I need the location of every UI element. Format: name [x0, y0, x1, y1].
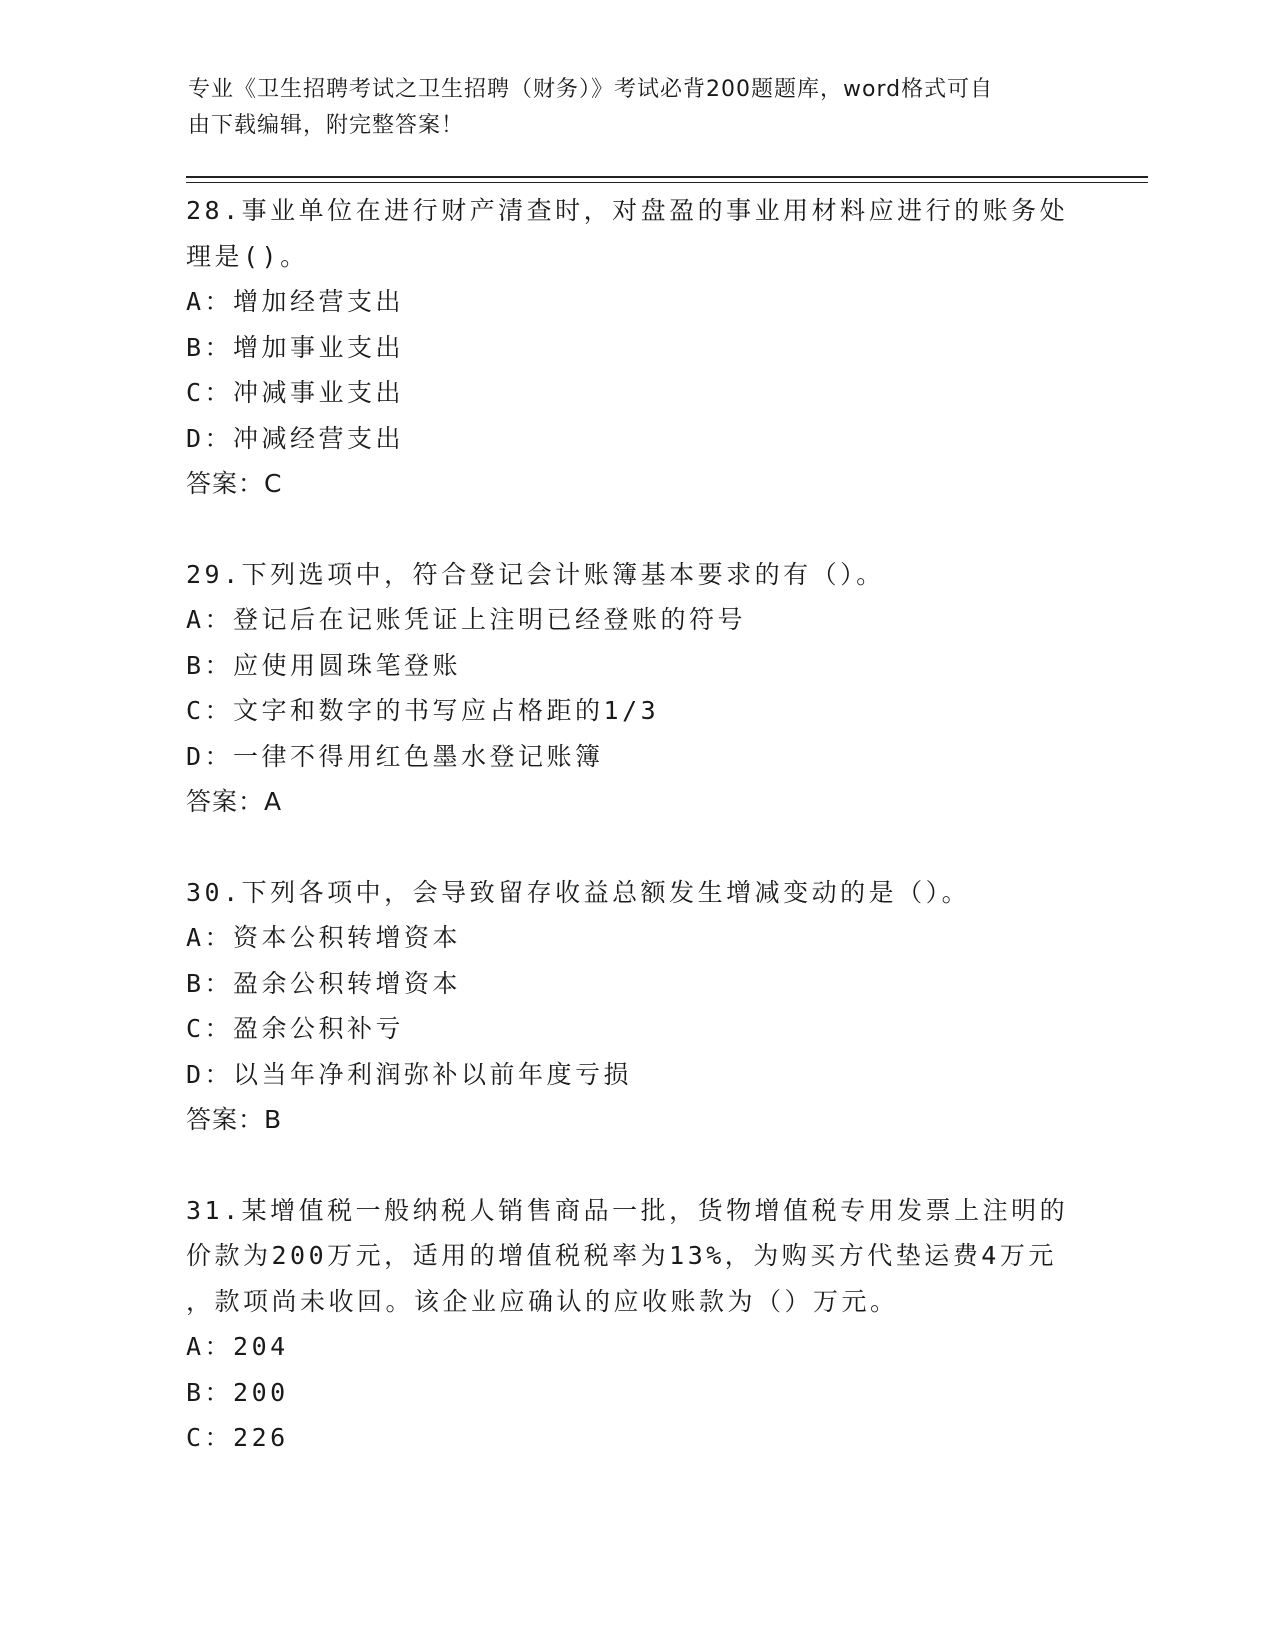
header-divider-thick	[186, 176, 1148, 178]
header-line-2: 由下载编辑，附完整答案！	[188, 113, 465, 138]
option-b: B：盈余公积转增资本	[186, 968, 462, 998]
question-stem-line: 28.事业单位在进行财产清查时，对盘盈的事业用材料应进行的账务处	[186, 196, 1069, 225]
question-29	[186, 552, 1086, 825]
option-c: C：文字和数字的书写应占格距的1/3	[186, 696, 660, 725]
question-stem-line: 31.某增值税一般纳税人销售商品一批，货物增值税专用发票上注明的	[186, 1195, 1069, 1225]
header-divider-thin	[186, 182, 1148, 183]
option-d: D：以当年净利润弥补以前年度亏损	[186, 1059, 633, 1089]
option-b: B：增加事业支出	[186, 332, 405, 362]
question-28	[186, 188, 1086, 507]
question-stem-line: 30.下列各项中，会导致留存收益总额发生增减变动的是（）。	[186, 877, 971, 907]
option-c: C：冲减事业支出	[186, 378, 405, 407]
option-c: C：226	[186, 1423, 289, 1452]
option-d: D：冲减经营支出	[186, 423, 405, 453]
option-b: B：200	[186, 1377, 289, 1407]
answer: 答案：A	[186, 787, 283, 816]
question-31	[186, 1188, 1086, 1461]
answer: 答案：C	[186, 469, 283, 498]
header-line-1: 专业《卫生招聘考试之卫生招聘（财务）》考试必背200题题库，word格式可自	[188, 77, 994, 102]
option-a: A：204	[186, 1332, 289, 1361]
option-a: A：增加经营支出	[186, 287, 405, 316]
option-c: C：盈余公积补亏	[186, 1014, 405, 1043]
document-header	[188, 72, 1068, 144]
option-d: D：一律不得用红色墨水登记账簿	[186, 741, 604, 771]
question-stem-line: 价款为200万元，适用的增值税税率为13%，为购买方代垫运费4万元	[186, 1241, 1057, 1270]
question-stem-line: 29.下列选项中，符合登记会计账簿基本要求的有（）。	[186, 559, 885, 589]
question-list	[186, 188, 1086, 1461]
question-stem-line: 理是()。	[186, 241, 309, 271]
option-a: A：登记后在记账凭证上注明已经登账的符号	[186, 605, 747, 634]
answer: 答案：B	[186, 1105, 283, 1134]
option-b: B：应使用圆珠笔登账	[186, 650, 462, 680]
question-30	[186, 870, 1086, 1143]
option-a: A：资本公积转增资本	[186, 923, 462, 952]
question-stem-line: ，款项尚未收回。该企业应确认的应收账款为（）万元。	[186, 1286, 899, 1316]
